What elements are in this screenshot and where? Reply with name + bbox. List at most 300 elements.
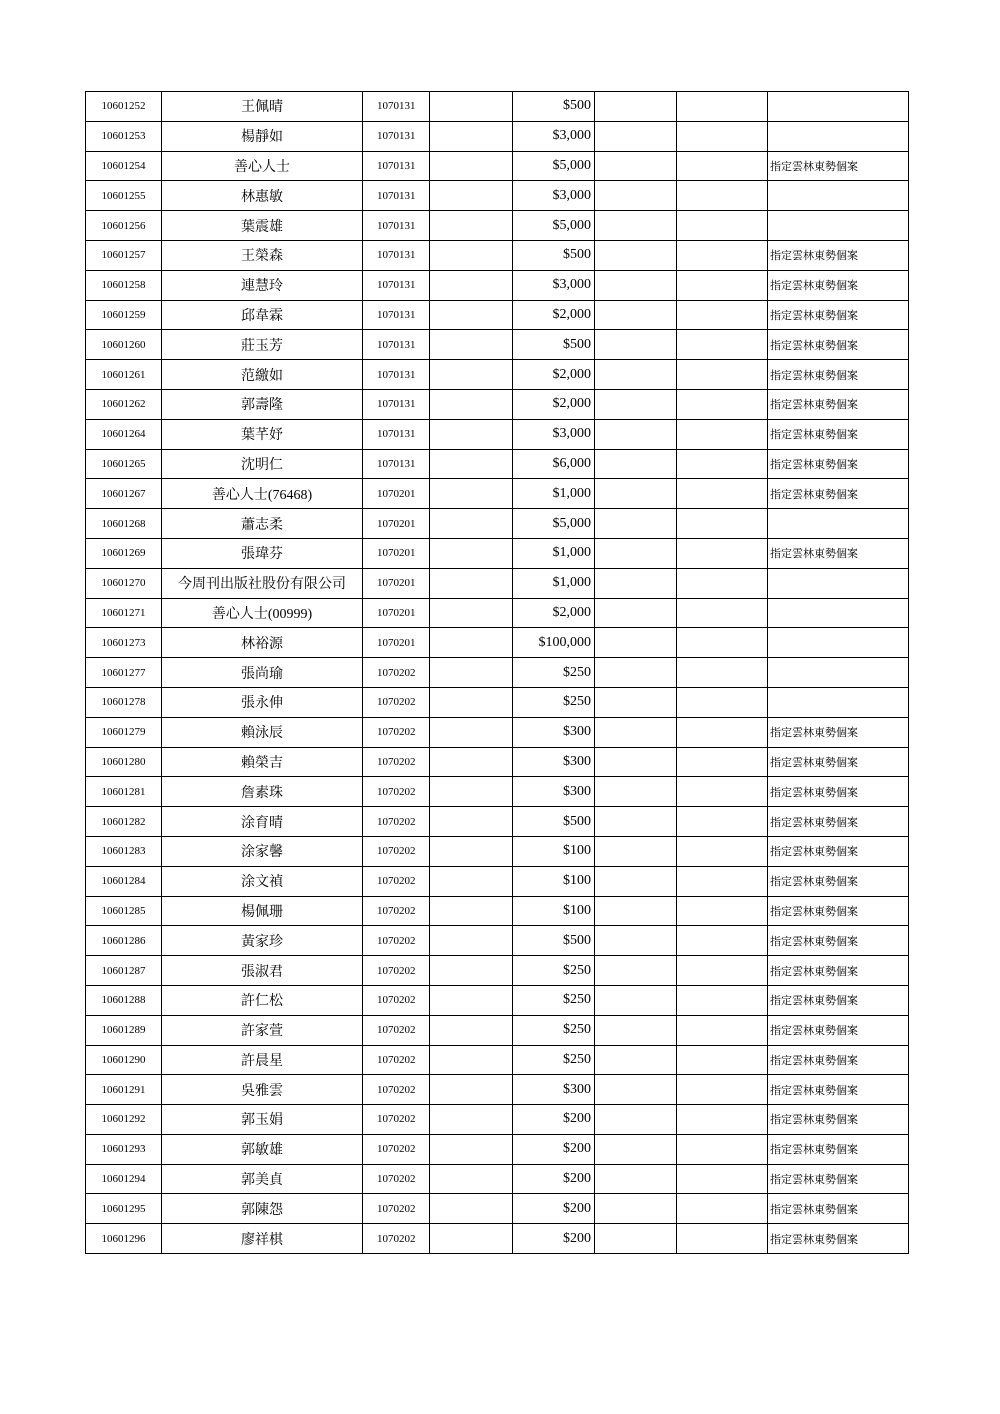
- donor-id-cell: 10601256: [86, 211, 162, 241]
- blank-cell: [430, 747, 513, 777]
- donor-id-cell: 10601286: [86, 926, 162, 956]
- donation-note-cell: [768, 92, 909, 122]
- donor-id-cell: 10601293: [86, 1134, 162, 1164]
- donation-date-cell: 1070202: [363, 1015, 430, 1045]
- blank-cell: [595, 151, 677, 181]
- blank-cell: [595, 717, 677, 747]
- donation-note-cell: 指定雲林東勢個案: [768, 747, 909, 777]
- donor-id-cell: 10601257: [86, 240, 162, 270]
- blank-cell: [595, 807, 677, 837]
- blank-cell: [677, 270, 768, 300]
- blank-cell: [430, 300, 513, 330]
- donation-date-cell: 1070202: [363, 866, 430, 896]
- donor-id-cell: 10601281: [86, 777, 162, 807]
- donation-note-cell: [768, 568, 909, 598]
- donation-note-cell: 指定雲林東勢個案: [768, 985, 909, 1015]
- donation-amount-cell: $3,000: [513, 270, 595, 300]
- donation-date-cell: 1070201: [363, 479, 430, 509]
- donation-date-cell: 1070202: [363, 717, 430, 747]
- blank-cell: [677, 1015, 768, 1045]
- donation-note-cell: 指定雲林東勢個案: [768, 300, 909, 330]
- donation-date-cell: 1070131: [363, 121, 430, 151]
- donation-note-cell: [768, 687, 909, 717]
- donation-note-cell: 指定雲林東勢個案: [768, 1105, 909, 1135]
- donor-name-cell: 善心人士(00999): [162, 598, 363, 628]
- table-row: [86, 956, 909, 986]
- donation-amount-cell: $500: [513, 330, 595, 360]
- blank-cell: [595, 1164, 677, 1194]
- blank-cell: [677, 717, 768, 747]
- donation-amount-cell: $3,000: [513, 121, 595, 151]
- donation-note-cell: [768, 181, 909, 211]
- blank-cell: [677, 211, 768, 241]
- donation-date-cell: 1070202: [363, 1134, 430, 1164]
- donor-name-cell: 涂家馨: [162, 836, 363, 866]
- blank-cell: [595, 598, 677, 628]
- donation-date-cell: 1070131: [363, 419, 430, 449]
- blank-cell: [430, 836, 513, 866]
- donation-note-cell: 指定雲林東勢個案: [768, 449, 909, 479]
- blank-cell: [430, 389, 513, 419]
- donor-name-cell: 張永伸: [162, 687, 363, 717]
- donor-id-cell: 10601273: [86, 628, 162, 658]
- blank-cell: [430, 211, 513, 241]
- blank-cell: [677, 598, 768, 628]
- donor-name-cell: 郭陳怨: [162, 1194, 363, 1224]
- table-row: [86, 389, 909, 419]
- blank-cell: [430, 777, 513, 807]
- donation-amount-cell: $250: [513, 1045, 595, 1075]
- blank-cell: [677, 896, 768, 926]
- blank-cell: [430, 807, 513, 837]
- donation-date-cell: 1070131: [363, 270, 430, 300]
- blank-cell: [430, 717, 513, 747]
- donation-date-cell: 1070202: [363, 687, 430, 717]
- donation-date-cell: 1070131: [363, 330, 430, 360]
- donation-amount-cell: $2,000: [513, 360, 595, 390]
- blank-cell: [595, 330, 677, 360]
- blank-cell: [677, 658, 768, 688]
- blank-cell: [430, 1224, 513, 1254]
- donor-id-cell: 10601260: [86, 330, 162, 360]
- donor-id-cell: 10601255: [86, 181, 162, 211]
- donor-id-cell: 10601291: [86, 1075, 162, 1105]
- donation-note-cell: 指定雲林東勢個案: [768, 538, 909, 568]
- donation-date-cell: 1070131: [363, 389, 430, 419]
- blank-cell: [595, 956, 677, 986]
- donor-name-cell: 林惠敏: [162, 181, 363, 211]
- donation-note-cell: [768, 658, 909, 688]
- blank-cell: [677, 389, 768, 419]
- donor-id-cell: 10601271: [86, 598, 162, 628]
- donation-amount-cell: $1,000: [513, 479, 595, 509]
- donation-note-cell: 指定雲林東勢個案: [768, 866, 909, 896]
- donation-date-cell: 1070202: [363, 956, 430, 986]
- donation-note-cell: [768, 121, 909, 151]
- blank-cell: [595, 509, 677, 539]
- blank-cell: [595, 926, 677, 956]
- donation-amount-cell: $5,000: [513, 509, 595, 539]
- donation-amount-cell: $5,000: [513, 151, 595, 181]
- donation-note-cell: 指定雲林東勢個案: [768, 717, 909, 747]
- donor-id-cell: 10601296: [86, 1224, 162, 1254]
- blank-cell: [595, 866, 677, 896]
- donor-name-cell: 郭敏雄: [162, 1134, 363, 1164]
- donation-date-cell: 1070201: [363, 538, 430, 568]
- table-row: [86, 687, 909, 717]
- table-row: [86, 866, 909, 896]
- blank-cell: [595, 449, 677, 479]
- donation-table-body: [86, 92, 909, 1254]
- blank-cell: [595, 479, 677, 509]
- donor-name-cell: 王榮森: [162, 240, 363, 270]
- donor-name-cell: 詹素珠: [162, 777, 363, 807]
- donor-name-cell: 范繳如: [162, 360, 363, 390]
- donation-amount-cell: $5,000: [513, 211, 595, 241]
- donor-name-cell: 郭美貞: [162, 1164, 363, 1194]
- blank-cell: [595, 1045, 677, 1075]
- donor-name-cell: 王佩晴: [162, 92, 363, 122]
- donation-amount-cell: $250: [513, 687, 595, 717]
- table-row: [86, 1164, 909, 1194]
- donation-amount-cell: $200: [513, 1105, 595, 1135]
- donation-date-cell: 1070202: [363, 747, 430, 777]
- table-row: [86, 449, 909, 479]
- donation-date-cell: 1070131: [363, 360, 430, 390]
- donation-note-cell: 指定雲林東勢個案: [768, 1224, 909, 1254]
- donation-amount-cell: $500: [513, 926, 595, 956]
- donation-amount-cell: $250: [513, 956, 595, 986]
- donor-name-cell: 郭壽隆: [162, 389, 363, 419]
- blank-cell: [595, 1075, 677, 1105]
- donor-name-cell: 郭玉娟: [162, 1105, 363, 1135]
- donation-note-cell: 指定雲林東勢個案: [768, 1164, 909, 1194]
- blank-cell: [430, 1105, 513, 1135]
- table-row: [86, 330, 909, 360]
- donor-id-cell: 10601258: [86, 270, 162, 300]
- donor-name-cell: 張淑君: [162, 956, 363, 986]
- table-row: [86, 1194, 909, 1224]
- blank-cell: [430, 1075, 513, 1105]
- donation-amount-cell: $100: [513, 866, 595, 896]
- donation-note-cell: 指定雲林東勢個案: [768, 1134, 909, 1164]
- donation-amount-cell: $2,000: [513, 389, 595, 419]
- donation-date-cell: 1070202: [363, 836, 430, 866]
- blank-cell: [677, 1105, 768, 1135]
- table-row: [86, 836, 909, 866]
- donor-id-cell: 10601253: [86, 121, 162, 151]
- donation-note-cell: 指定雲林東勢個案: [768, 360, 909, 390]
- donation-date-cell: 1070131: [363, 449, 430, 479]
- donor-id-cell: 10601261: [86, 360, 162, 390]
- donation-note-cell: [768, 211, 909, 241]
- table-row: [86, 747, 909, 777]
- blank-cell: [595, 628, 677, 658]
- donation-amount-cell: $200: [513, 1164, 595, 1194]
- donation-date-cell: 1070131: [363, 240, 430, 270]
- blank-cell: [430, 479, 513, 509]
- donation-amount-cell: $100: [513, 896, 595, 926]
- donation-amount-cell: $6,000: [513, 449, 595, 479]
- donation-amount-cell: $200: [513, 1134, 595, 1164]
- table-row: [86, 1075, 909, 1105]
- donor-id-cell: 10601277: [86, 658, 162, 688]
- blank-cell: [677, 121, 768, 151]
- blank-cell: [677, 926, 768, 956]
- blank-cell: [595, 1015, 677, 1045]
- donation-amount-cell: $2,000: [513, 598, 595, 628]
- table-row: [86, 807, 909, 837]
- blank-cell: [595, 300, 677, 330]
- donation-amount-cell: $300: [513, 717, 595, 747]
- blank-cell: [677, 628, 768, 658]
- blank-cell: [677, 1164, 768, 1194]
- donation-date-cell: 1070202: [363, 1194, 430, 1224]
- blank-cell: [677, 985, 768, 1015]
- table-row: [86, 1015, 909, 1045]
- donation-amount-cell: $250: [513, 1015, 595, 1045]
- blank-cell: [677, 836, 768, 866]
- blank-cell: [595, 181, 677, 211]
- blank-cell: [595, 270, 677, 300]
- blank-cell: [677, 1134, 768, 1164]
- blank-cell: [677, 449, 768, 479]
- donation-note-cell: 指定雲林東勢個案: [768, 1075, 909, 1105]
- donation-date-cell: 1070202: [363, 1075, 430, 1105]
- donor-id-cell: 10601290: [86, 1045, 162, 1075]
- blank-cell: [595, 419, 677, 449]
- table-row: [86, 240, 909, 270]
- blank-cell: [430, 1015, 513, 1045]
- blank-cell: [595, 538, 677, 568]
- table-row: [86, 479, 909, 509]
- blank-cell: [430, 240, 513, 270]
- donor-name-cell: 楊佩珊: [162, 896, 363, 926]
- donation-date-cell: 1070202: [363, 896, 430, 926]
- donor-name-cell: 葉芊妤: [162, 419, 363, 449]
- donor-name-cell: 今周刊出版社股份有限公司: [162, 568, 363, 598]
- donor-id-cell: 10601288: [86, 985, 162, 1015]
- blank-cell: [430, 151, 513, 181]
- donor-id-cell: 10601259: [86, 300, 162, 330]
- blank-cell: [595, 1134, 677, 1164]
- blank-cell: [430, 1164, 513, 1194]
- donor-id-cell: 10601262: [86, 389, 162, 419]
- donor-id-cell: 10601264: [86, 419, 162, 449]
- donation-amount-cell: $500: [513, 807, 595, 837]
- blank-cell: [595, 687, 677, 717]
- blank-cell: [677, 479, 768, 509]
- donor-name-cell: 賴榮吉: [162, 747, 363, 777]
- donor-name-cell: 蕭志柔: [162, 509, 363, 539]
- blank-cell: [677, 1224, 768, 1254]
- donor-id-cell: 10601269: [86, 538, 162, 568]
- donor-id-cell: 10601280: [86, 747, 162, 777]
- donor-name-cell: 許家萱: [162, 1015, 363, 1045]
- table-row: [86, 628, 909, 658]
- donation-amount-cell: $3,000: [513, 419, 595, 449]
- donor-name-cell: 黃家珍: [162, 926, 363, 956]
- donation-date-cell: 1070131: [363, 181, 430, 211]
- blank-cell: [677, 777, 768, 807]
- blank-cell: [677, 330, 768, 360]
- blank-cell: [595, 747, 677, 777]
- donation-date-cell: 1070201: [363, 509, 430, 539]
- donor-name-cell: 廖祥棋: [162, 1224, 363, 1254]
- donation-amount-cell: $1,000: [513, 538, 595, 568]
- table-row: [86, 538, 909, 568]
- donor-name-cell: 沈明仁: [162, 449, 363, 479]
- table-row: [86, 598, 909, 628]
- blank-cell: [430, 658, 513, 688]
- table-row: [86, 777, 909, 807]
- blank-cell: [595, 211, 677, 241]
- donation-note-cell: [768, 598, 909, 628]
- table-row: [86, 658, 909, 688]
- donor-name-cell: 邱韋霖: [162, 300, 363, 330]
- blank-cell: [430, 121, 513, 151]
- donation-date-cell: 1070202: [363, 1045, 430, 1075]
- donation-amount-cell: $300: [513, 777, 595, 807]
- blank-cell: [430, 360, 513, 390]
- blank-cell: [595, 568, 677, 598]
- blank-cell: [430, 330, 513, 360]
- donation-date-cell: 1070202: [363, 985, 430, 1015]
- blank-cell: [430, 1134, 513, 1164]
- blank-cell: [430, 956, 513, 986]
- blank-cell: [677, 181, 768, 211]
- blank-cell: [677, 509, 768, 539]
- table-row: [86, 270, 909, 300]
- donor-name-cell: 涂育晴: [162, 807, 363, 837]
- donation-amount-cell: $100: [513, 836, 595, 866]
- blank-cell: [677, 866, 768, 896]
- donation-amount-cell: $200: [513, 1194, 595, 1224]
- donation-amount-cell: $3,000: [513, 181, 595, 211]
- table-row: [86, 509, 909, 539]
- donation-date-cell: 1070202: [363, 1164, 430, 1194]
- donor-name-cell: 吳雅雲: [162, 1075, 363, 1105]
- donor-name-cell: 葉震雄: [162, 211, 363, 241]
- donation-amount-cell: $300: [513, 1075, 595, 1105]
- blank-cell: [430, 92, 513, 122]
- table-row: [86, 419, 909, 449]
- table-row: [86, 926, 909, 956]
- donor-name-cell: 莊玉芳: [162, 330, 363, 360]
- table-row: [86, 151, 909, 181]
- table-row: [86, 1105, 909, 1135]
- donation-amount-cell: $200: [513, 1224, 595, 1254]
- donation-note-cell: 指定雲林東勢個案: [768, 896, 909, 926]
- blank-cell: [430, 270, 513, 300]
- donation-date-cell: 1070131: [363, 151, 430, 181]
- donor-id-cell: 10601285: [86, 896, 162, 926]
- blank-cell: [595, 1105, 677, 1135]
- blank-cell: [677, 956, 768, 986]
- donation-amount-cell: $500: [513, 92, 595, 122]
- donation-note-cell: 指定雲林東勢個案: [768, 479, 909, 509]
- blank-cell: [595, 92, 677, 122]
- blank-cell: [677, 687, 768, 717]
- donation-note-cell: [768, 628, 909, 658]
- blank-cell: [595, 360, 677, 390]
- blank-cell: [430, 568, 513, 598]
- donation-note-cell: 指定雲林東勢個案: [768, 777, 909, 807]
- donor-name-cell: 涂文禎: [162, 866, 363, 896]
- donation-note-cell: 指定雲林東勢個案: [768, 1015, 909, 1045]
- donation-date-cell: 1070201: [363, 598, 430, 628]
- donor-id-cell: 10601282: [86, 807, 162, 837]
- blank-cell: [430, 1045, 513, 1075]
- table-row: [86, 181, 909, 211]
- donation-note-cell: 指定雲林東勢個案: [768, 926, 909, 956]
- donor-name-cell: 許仁松: [162, 985, 363, 1015]
- donation-date-cell: 1070202: [363, 1224, 430, 1254]
- blank-cell: [677, 300, 768, 330]
- table-row: [86, 300, 909, 330]
- table-row: [86, 1134, 909, 1164]
- blank-cell: [595, 896, 677, 926]
- donor-id-cell: 10601279: [86, 717, 162, 747]
- donation-note-cell: 指定雲林東勢個案: [768, 389, 909, 419]
- donor-id-cell: 10601265: [86, 449, 162, 479]
- donation-amount-cell: $300: [513, 747, 595, 777]
- blank-cell: [677, 92, 768, 122]
- donor-id-cell: 10601254: [86, 151, 162, 181]
- donor-name-cell: 張尚瑜: [162, 658, 363, 688]
- blank-cell: [677, 1075, 768, 1105]
- table-row: [86, 896, 909, 926]
- donor-id-cell: 10601283: [86, 836, 162, 866]
- donation-date-cell: 1070202: [363, 926, 430, 956]
- blank-cell: [677, 747, 768, 777]
- table-row: [86, 92, 909, 122]
- donation-note-cell: 指定雲林東勢個案: [768, 807, 909, 837]
- donation-note-cell: 指定雲林東勢個案: [768, 1194, 909, 1224]
- blank-cell: [430, 926, 513, 956]
- donation-amount-cell: $100,000: [513, 628, 595, 658]
- donation-note-cell: 指定雲林東勢個案: [768, 270, 909, 300]
- donation-note-cell: 指定雲林東勢個案: [768, 1045, 909, 1075]
- donation-amount-cell: $1,000: [513, 568, 595, 598]
- blank-cell: [677, 360, 768, 390]
- blank-cell: [677, 419, 768, 449]
- blank-cell: [677, 568, 768, 598]
- donor-id-cell: 10601252: [86, 92, 162, 122]
- blank-cell: [595, 658, 677, 688]
- donor-name-cell: 楊靜如: [162, 121, 363, 151]
- table-row: [86, 211, 909, 241]
- donation-note-cell: [768, 509, 909, 539]
- donor-id-cell: 10601289: [86, 1015, 162, 1045]
- table-row: [86, 568, 909, 598]
- blank-cell: [595, 777, 677, 807]
- donor-name-cell: 善心人士: [162, 151, 363, 181]
- blank-cell: [430, 1194, 513, 1224]
- blank-cell: [595, 836, 677, 866]
- donor-name-cell: 連慧玲: [162, 270, 363, 300]
- donor-id-cell: 10601278: [86, 687, 162, 717]
- donor-name-cell: 林裕源: [162, 628, 363, 658]
- donation-date-cell: 1070202: [363, 807, 430, 837]
- donor-id-cell: 10601268: [86, 509, 162, 539]
- donation-amount-cell: $500: [513, 240, 595, 270]
- table-row: [86, 717, 909, 747]
- donation-date-cell: 1070131: [363, 300, 430, 330]
- donation-amount-cell: $2,000: [513, 300, 595, 330]
- blank-cell: [430, 687, 513, 717]
- donation-amount-cell: $250: [513, 985, 595, 1015]
